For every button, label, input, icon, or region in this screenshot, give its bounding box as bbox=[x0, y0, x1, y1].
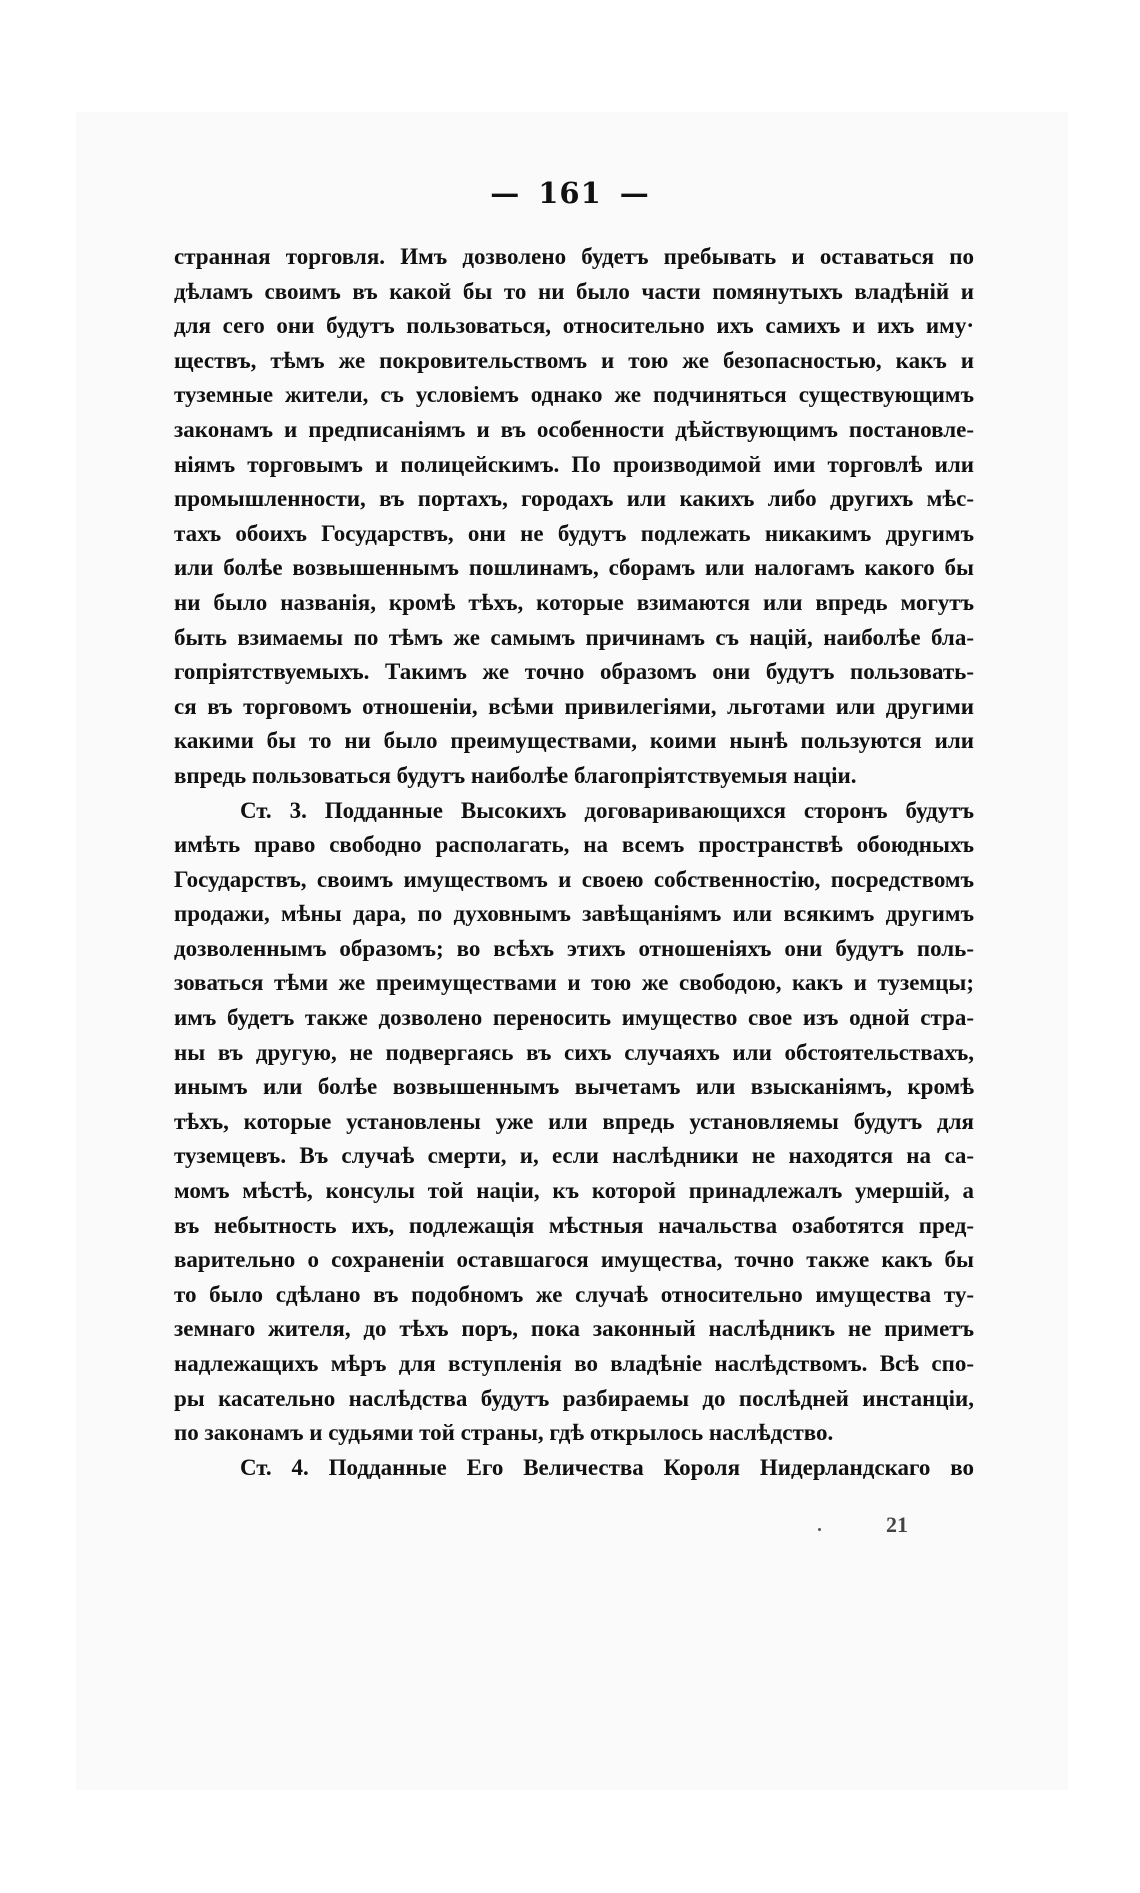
signature-mark: 21 bbox=[886, 1512, 908, 1537]
page-number: 161 bbox=[538, 176, 602, 210]
text-line: тахъ обоихъ Государствъ, они не будутъ подлежать никакимъ другимъ bbox=[174, 520, 974, 546]
text-line: то было сдѣлано въ подобномъ же случаѣ относительно имущества ту- bbox=[174, 1281, 974, 1307]
body-text bbox=[174, 240, 974, 1485]
text-line: по законамъ и судьями той страны, гдѣ открылось наслѣдство. bbox=[174, 1420, 834, 1446]
text-line: тѣхъ, которые установлены уже или впредь установляемы будутъ для bbox=[174, 1108, 974, 1134]
text-line: зоваться тѣми же преимуществами и тою же свободою, какъ и туземцы; bbox=[174, 970, 974, 996]
text-line: имъ будетъ также дозволено переносить имущество свое изъ одной стра- bbox=[174, 1005, 974, 1031]
text-line: надлежащихъ мѣръ для вступленія во владѣніе наслѣдствомъ. Всѣ спо- bbox=[174, 1351, 974, 1376]
text-line: или болѣе возвышеннымъ пошлинамъ, сборамъ или налогамъ какого бы bbox=[174, 555, 974, 581]
header-dash-right: — bbox=[619, 176, 650, 210]
text-line: какими бы то ни было преимуществами, коими нынѣ пользуются или bbox=[174, 728, 974, 754]
text-line: промышленности, въ портахъ, городахъ или какихъ либо другихъ мѣс- bbox=[174, 486, 974, 512]
text-line: варительно о сохраненіи оставшагося имущества, точно также какъ бы bbox=[174, 1247, 974, 1273]
text-line: дѣламъ своимъ въ какой бы то ни было части помянутыхъ владѣній и bbox=[174, 278, 974, 304]
page-header bbox=[0, 176, 1140, 210]
text-line: ся въ торговомъ отношеніи, всѣми привилегіями, льготами или другими bbox=[174, 693, 974, 719]
text-line: въ небытность ихъ, подлежащія мѣстныя начальства озаботятся пред- bbox=[174, 1212, 974, 1238]
text-line: земнаго жителя, до тѣхъ поръ, пока законный наслѣдникъ не приметъ bbox=[174, 1316, 974, 1342]
print-speck bbox=[818, 1528, 821, 1531]
text-line: гопріятствуемыхъ. Такимъ же точно образомъ они будутъ пользовать- bbox=[174, 659, 974, 685]
text-line: ществъ, тѣмъ же покровительствомъ и тою же безопасностью, какъ и bbox=[174, 347, 974, 373]
text-line: ны въ другую, не подвергаясь въ сихъ случаяхъ или обстоятельствахъ, bbox=[174, 1039, 974, 1065]
text-line: ры касательно наслѣдства будутъ разбираемы до послѣдней инстанціи, bbox=[174, 1385, 974, 1411]
text-line: имѣть право свободно располагать, на всемъ пространствѣ обоюдныхъ bbox=[174, 832, 974, 858]
text-line: ни было названія, кромѣ тѣхъ, которые взимаются или впредь могутъ bbox=[174, 589, 974, 615]
text-line: для сего они будутъ пользоваться, относительно ихъ самихъ и ихъ иму· bbox=[174, 313, 974, 339]
text-line: инымъ или болѣе возвышеннымъ вычетамъ или взысканіямъ, кромѣ bbox=[174, 1074, 974, 1100]
text-line: дозволеннымъ образомъ; во всѣхъ этихъ отношеніяхъ они будутъ поль- bbox=[174, 935, 974, 961]
text-line: законамъ и предписаніямъ и въ особенности дѣйствующимъ постановле- bbox=[174, 416, 974, 442]
text-line: момъ мѣстѣ, консулы той націи, къ которой принадлежалъ умершій, а bbox=[174, 1178, 974, 1204]
text-line: странная торговля. Имъ дозволено будетъ пребывать и оставаться по bbox=[174, 244, 974, 269]
header-dash-left: — bbox=[490, 176, 521, 210]
text-line: туземцевъ. Въ случаѣ смерти, и, если наслѣдники не находятся на са- bbox=[174, 1143, 974, 1169]
text-line: туземные жители, съ условіемъ однако же подчиняться существующимъ bbox=[174, 382, 974, 408]
text-line: впредь пользоваться будутъ наиболѣе благопріятствуемыя націи. bbox=[174, 762, 857, 788]
article-4-heading-line: Ст. 4. Подданные Его Величества Короля Нидерландскаго во bbox=[240, 1454, 974, 1480]
text-line: быть взимаемы по тѣмъ же самымъ причинамъ съ націй, наиболѣе бла- bbox=[174, 624, 974, 650]
article-3-heading-line: Ст. 3. Подданные Высокихъ договаривающихся сторонъ будутъ bbox=[240, 797, 974, 823]
text-line: ніямъ торговымъ и полицейскимъ. По производимой ими торговлѣ или bbox=[174, 451, 974, 477]
text-line: продажи, мѣны дара, по духовнымъ завѣщаніямъ или всякимъ другимъ bbox=[174, 901, 974, 927]
text-line: Государствъ, своимъ имуществомъ и своею собственностію, посредствомъ bbox=[174, 866, 974, 892]
